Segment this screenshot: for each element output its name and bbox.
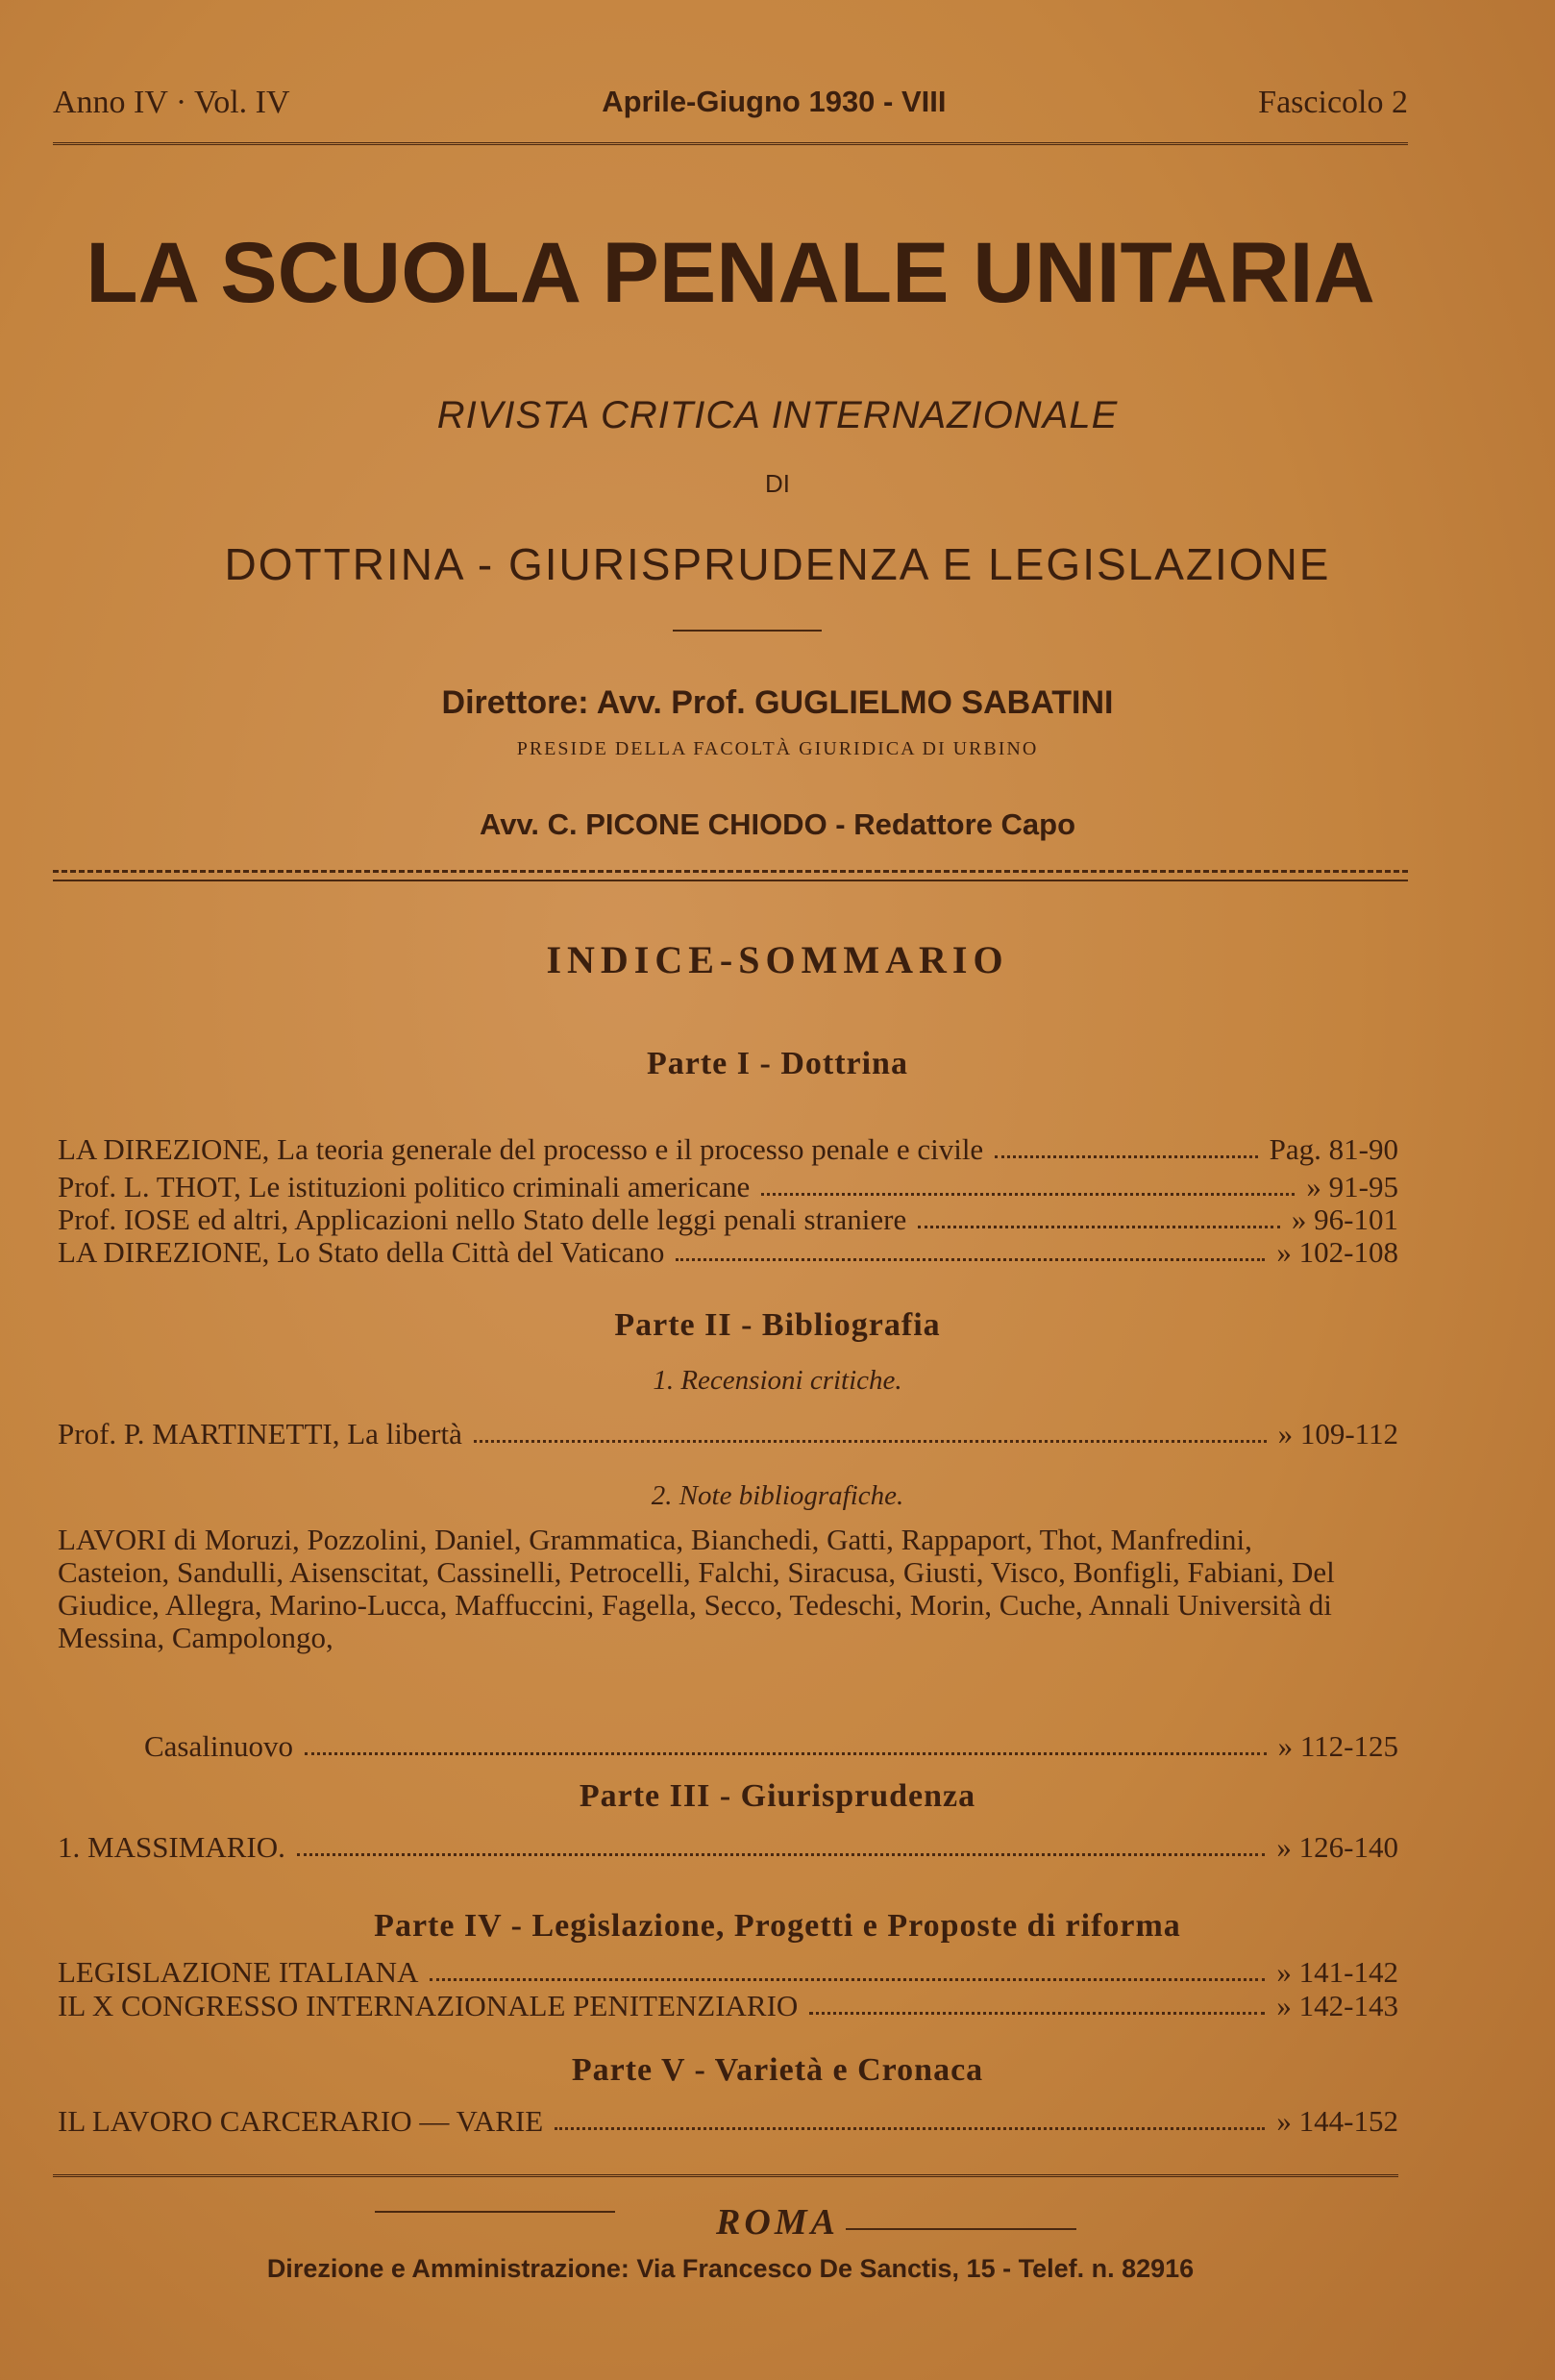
part-heading: Parte IV - Legislazione, Progetti e Proposte di riforma: [374, 1908, 1181, 1944]
index-title: INDICE-SOMMARIO: [546, 938, 1009, 981]
toc-entry: IL X CONGRESSO INTERNAZIONALE PENITENZIARIO » 142-143: [58, 1989, 1398, 2022]
volume-info: Anno IV · Vol. IV: [53, 85, 290, 120]
journal-subject: DOTTRINA - GIURISPRUDENZA E LEGISLAZIONE: [224, 539, 1331, 589]
toc-entry: Prof. L. THOT, Le istituzioni politico criminali americane » 91-95: [58, 1170, 1398, 1203]
issue-date: Aprile-Giugno 1930 - VIII: [602, 85, 947, 118]
toc-entry: Casalinuovo » 112-125: [144, 1729, 1398, 1763]
di-text: DI: [765, 469, 790, 498]
city: ROMA: [716, 2202, 839, 2243]
part-heading: Parte V - Varietà e Cronaca: [571, 2052, 984, 2088]
section-heading: 1. Recensioni critiche.: [653, 1365, 902, 1396]
header-rule: [53, 142, 1408, 145]
toc-entry-text: LAVORI di Moruzi, Pozzolini, Daniel, Grammatica, Bianchedi, Gatti, Rappaport, Thot, Manfredini, Casteion, Sandulli, Aisenscitat, Cassinelli, Petrocelli, Falchi, Siracusa, Giusti, Visco, Bonfigli, Fabiani, Del Giudice, Allegra, Marino-Lucca, Maffuccini, Fagella, Secco, Tedeschi, Morin, Cuche, Annali Università di Messina, Campolongo,: [58, 1523, 1335, 1654]
director-role: PRESIDE DELLA FACOLTÀ GIURIDICA DI URBINO: [516, 738, 1039, 759]
part-heading: Parte II - Bibliografia: [614, 1307, 941, 1343]
toc-entry: IL LAVORO CARCERARIO — VARIE » 144-152: [58, 2104, 1398, 2138]
ornamental-rule: [53, 870, 1408, 881]
toc-entry: Prof. P. MARTINETTI, La libertà » 109-112: [58, 1417, 1398, 1450]
toc-entry: Prof. IOSE ed altri, Applicazioni nello Stato delle leggi penali straniere » 96-101: [58, 1202, 1398, 1236]
director: Direttore: Avv. Prof. GUGLIELMO SABATINI: [441, 684, 1114, 721]
chief-editor: Avv. C. PICONE CHIODO - Redattore Capo: [479, 807, 1076, 841]
journal-subtitle: RIVISTA CRITICA INTERNAZIONALE: [436, 394, 1119, 436]
short-rule: [673, 630, 822, 632]
section-heading: 2. Note bibliografiche.: [651, 1480, 904, 1511]
issue-header: [53, 85, 1408, 121]
publisher-address: Direzione e Amministrazione: Via Francesco De Sanctis, 15 - Telef. n. 82916: [266, 2254, 1195, 2283]
toc-entry: LEGISLAZIONE ITALIANA » 141-142: [58, 1955, 1398, 1989]
fascicolo: Fascicolo 2: [1258, 85, 1408, 120]
journal-title: LA SCUOLA PENALE UNITARIA: [86, 224, 1375, 320]
toc-entry: LA DIREZIONE, La teoria generale del processo e il processo penale e civile Pag. 81-90: [58, 1132, 1398, 1166]
part-heading: Parte III - Giurisprudenza: [579, 1778, 976, 1814]
toc-entry: 1. MASSIMARIO. » 126-140: [58, 1830, 1398, 1864]
footer-rule: [53, 2174, 1398, 2177]
part-heading: Parte I - Dottrina: [647, 1046, 908, 1081]
toc-entry: LA DIREZIONE, Lo Stato della Città del Vaticano » 102-108: [58, 1235, 1398, 1269]
